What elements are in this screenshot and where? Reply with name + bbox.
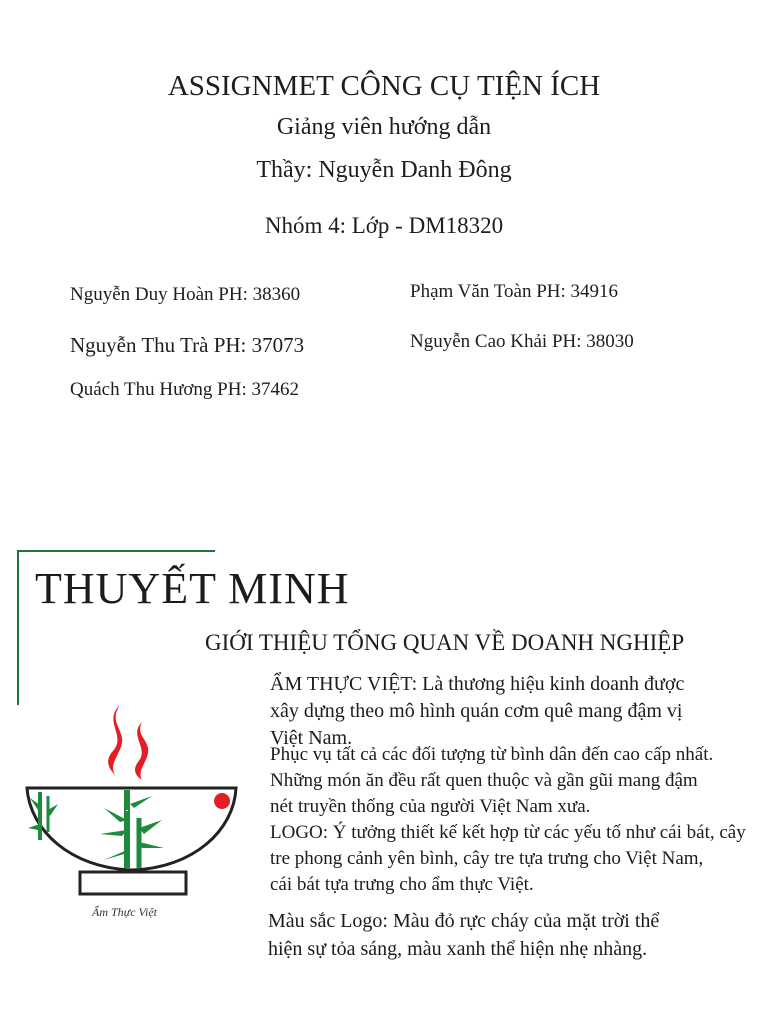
text-line: LOGO: Ý tưởng thiết kế kết hợp từ các yếu tố như cái bát, cây [270,822,746,843]
member-5: Nguyễn Cao Khải PH: 38030 [410,331,634,352]
section-subheading: GIỚI THIỆU TỔNG QUAN VỀ DOANH NGHIỆP [205,630,685,655]
text-line: tre phong cảnh yên bình, cây tre tựa trưng cho Việt Nam, [270,848,704,869]
group-info: Nhóm 4: Lớp - DM18320 [264,213,504,238]
text-line: Việt Nam. [270,727,353,749]
bowl-icon [27,788,236,870]
advisor-label: Giảng viên hướng dẫn [276,114,492,140]
member-2: Nguyễn Thu Trà PH: 37073 [70,333,305,357]
frame-line-top [17,550,215,552]
frame-line-left [17,550,19,705]
steam-icon [108,705,122,776]
text-line: hiện sự tỏa sáng, màu xanh thể hiện nhẹ nhàng. [268,938,648,960]
section-heading: THUYẾT MINH [35,564,350,613]
advisor-name: Thầy: Nguyễn Danh Đông [256,157,512,183]
document-title: ASSIGNMET CÔNG CỤ TIỆN ÍCH [167,70,601,102]
color-paragraph [268,907,659,963]
text-line: ẨM THỰC VIỆT: Là thương hiệu kinh doanh được [270,673,685,695]
text-line: Phục vụ tất cả các đối tượng từ bình dân đến cao cấp nhất. [270,744,714,765]
am-thuc-viet-logo [24,700,244,930]
bamboo-icon [28,790,164,868]
member-1: Nguyễn Duy Hoàn PH: 38360 [70,284,301,305]
text-line: cái bát tựa trưng cho ẩm thực Việt. [270,874,534,895]
logo-caption: Ẩm Thực Việt [92,905,157,919]
bowl-base-icon [80,872,186,894]
member-4: Phạm Văn Toàn PH: 34916 [410,281,619,302]
description-paragraph [270,742,746,898]
member-3: Quách Thu Hương PH: 37462 [70,379,299,400]
sun-icon [214,793,230,809]
text-line: nét truyền thống của người Việt Nam xưa. [270,796,591,817]
intro-paragraph [270,671,684,752]
text-line: Màu sắc Logo: Màu đỏ rực cháy của mặt trời thể [268,910,660,932]
steam-icon [135,722,148,780]
text-line: xây dựng theo mô hình quán cơm quê mang đậm vị [270,700,683,722]
text-line: Những món ăn đều rất quen thuộc và gần gũi mang đậm [270,770,698,791]
